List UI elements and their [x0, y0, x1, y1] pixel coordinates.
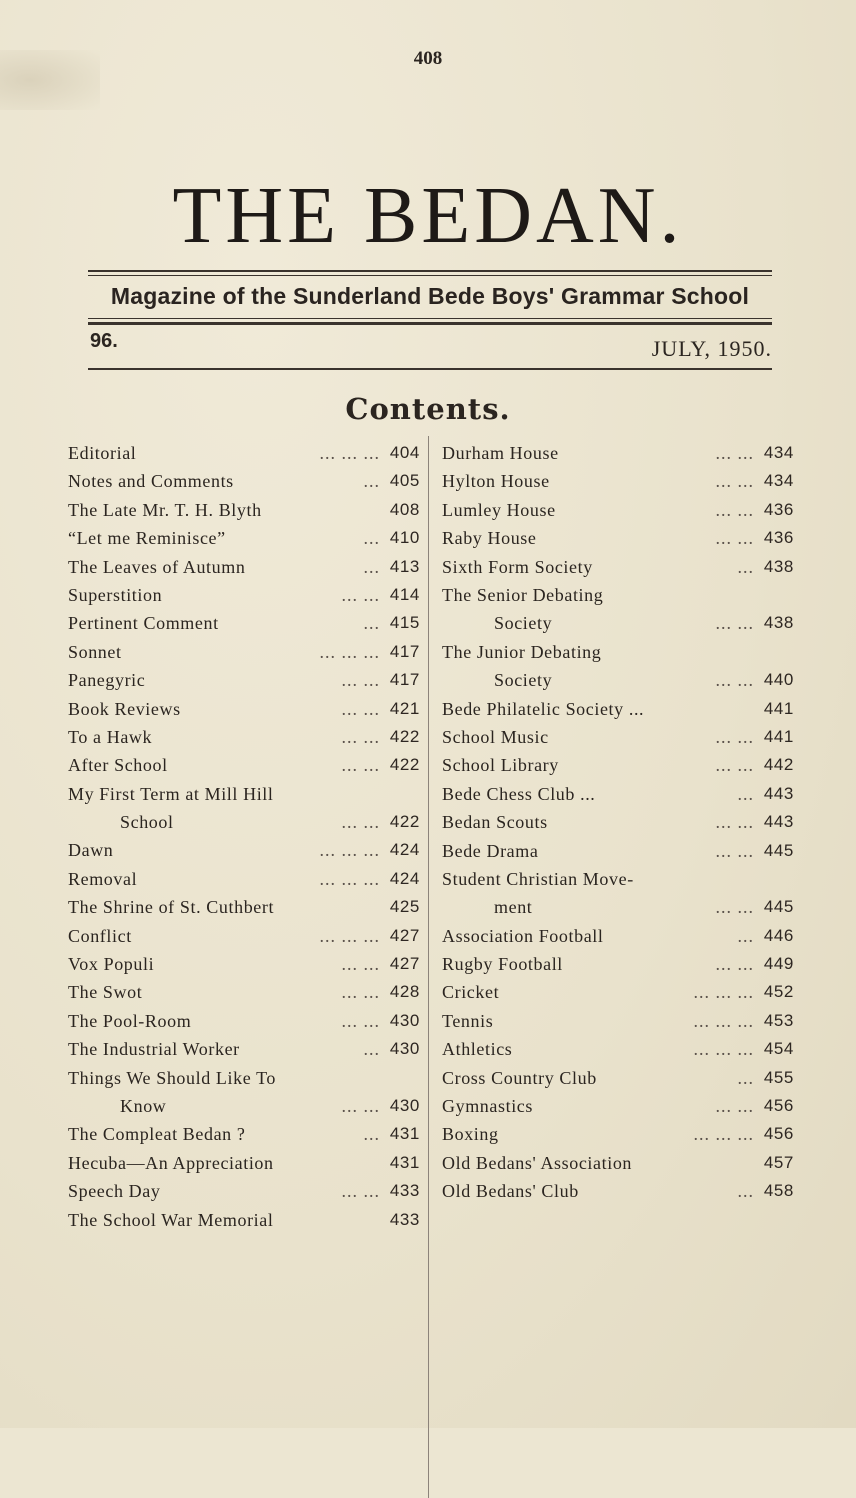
entry-page-number: 424	[389, 840, 420, 860]
entry-title: The Junior Debating	[442, 641, 602, 662]
contents-entry	[68, 724, 420, 752]
entry-title-continued: Know	[120, 1095, 167, 1116]
entry-page-number: 427	[389, 954, 420, 974]
contents-entry	[68, 923, 420, 951]
magazine-subtitle: Magazine of the Sunderland Bede Boys' Grammar School	[110, 283, 750, 309]
entry-title: Rugby Football	[442, 954, 563, 975]
entry-leader-dots: ...	[737, 556, 754, 577]
entry-page-number: 453	[763, 1010, 794, 1030]
entry-leader-dots: ...	[363, 613, 380, 634]
entry-leader-dots: ...	[737, 783, 754, 804]
entry-title: Boxing	[442, 1124, 499, 1145]
entry-page-number: 452	[763, 982, 794, 1002]
entry-page-number: 421	[389, 698, 420, 718]
contents-entry	[68, 639, 420, 667]
entry-leader-dots: ... ...	[341, 1095, 380, 1116]
entry-page-number: 441	[763, 726, 794, 746]
issue-number: 96.	[90, 330, 118, 352]
entry-page-number: 422	[389, 726, 420, 746]
entry-page-number: 454	[763, 1039, 794, 1059]
contents-entry	[68, 837, 420, 865]
entry-leader-dots: ...	[737, 1181, 754, 1202]
title-rule-top-thin	[88, 275, 772, 276]
contents-right-column	[442, 440, 794, 1207]
contents-left-column	[68, 440, 420, 1235]
contents-entry	[68, 440, 420, 468]
contents-entry	[442, 1065, 794, 1093]
entry-leader-dots: ... ...	[715, 471, 754, 492]
entry-page-number: 415	[389, 613, 420, 633]
entry-page-number: 424	[389, 868, 420, 888]
issue-rule	[88, 368, 772, 370]
entry-leader-dots: ... ...	[341, 954, 380, 975]
entry-page-number: 433	[389, 1181, 420, 1201]
entry-leader-dots: ... ...	[715, 726, 754, 747]
entry-page-number: 456	[763, 1124, 794, 1144]
page-number: 408	[413, 48, 443, 69]
contents-entry	[68, 582, 420, 610]
column-divider	[428, 436, 429, 1498]
entry-title: The Shrine of St. Cuthbert	[68, 897, 275, 918]
entry-leader-dots: ... ...	[341, 584, 380, 605]
entry-page-number: 443	[763, 783, 794, 803]
entry-leader-dots: ... ... ...	[693, 1039, 754, 1060]
entry-title: Raby House	[442, 528, 537, 549]
entry-title: The Pool-Room	[68, 1010, 192, 1031]
entry-leader-dots: ... ...	[715, 669, 754, 690]
entry-title: The Industrial Worker	[68, 1039, 240, 1060]
entry-leader-dots: ... ...	[341, 755, 380, 776]
contents-entry	[68, 1036, 420, 1064]
contents-entry	[68, 951, 420, 979]
entry-title: Bede Philatelic Society ...	[442, 698, 645, 719]
entry-title: To a Hawk	[68, 726, 153, 747]
contents-entry	[68, 894, 420, 922]
entry-page-number: 436	[763, 528, 794, 548]
entry-leader-dots: ...	[737, 925, 754, 946]
entry-title: Bedan Scouts	[442, 812, 548, 833]
entry-title-continued: Society	[494, 669, 553, 690]
entry-title: Hylton House	[442, 471, 550, 492]
entry-page-number: 438	[763, 612, 794, 632]
contents-entry	[442, 497, 794, 525]
entry-leader-dots: ... ...	[715, 954, 754, 975]
entry-page-number: 431	[389, 1152, 420, 1172]
contents-entry	[442, 1036, 794, 1064]
entry-leader-dots: ... ... ...	[319, 840, 380, 861]
entry-title: The Leaves of Autumn	[68, 556, 246, 577]
entry-leader-dots: ... ...	[341, 726, 380, 747]
magazine-title: THE BEDAN.	[172, 172, 684, 260]
issue-date: JULY, 1950.	[651, 336, 772, 361]
contents-entry	[442, 468, 794, 496]
entry-page-number: 431	[389, 1124, 420, 1144]
contents-entry	[442, 696, 794, 724]
entry-title: After School	[68, 755, 168, 776]
contents-entry	[442, 951, 794, 979]
entry-title: Cross Country Club	[442, 1067, 597, 1088]
contents-entry	[68, 1121, 420, 1149]
entry-leader-dots: ...	[363, 1124, 380, 1145]
entry-title: Gymnastics	[442, 1096, 533, 1117]
entry-page-number: 434	[763, 471, 794, 491]
entry-title: Dawn	[68, 840, 114, 861]
entry-page-number: 408	[389, 499, 420, 519]
contents-entry	[442, 1121, 794, 1149]
entry-leader-dots: ... ...	[715, 812, 754, 833]
entry-leader-dots: ...	[363, 556, 380, 577]
contents-entry	[442, 866, 794, 923]
contents-entry	[68, 1207, 420, 1235]
entry-leader-dots: ... ... ...	[693, 1010, 754, 1031]
entry-page-number: 430	[389, 1095, 420, 1115]
entry-leader-dots: ... ... ...	[319, 443, 380, 463]
entry-title: Bede Drama	[442, 840, 539, 861]
contents-entry	[442, 1178, 794, 1206]
entry-title: The Swot	[68, 982, 143, 1003]
entry-title: Things We Should Like To	[68, 1067, 277, 1088]
contents-entry	[68, 752, 420, 780]
entry-title-continued: ment	[494, 896, 533, 917]
entry-leader-dots: ... ...	[341, 982, 380, 1003]
entry-leader-dots: ... ...	[715, 612, 754, 633]
entry-title: The Late Mr. T. H. Blyth	[68, 499, 262, 520]
entry-title: Association Football	[442, 925, 604, 946]
entry-page-number: 417	[389, 641, 420, 661]
entry-leader-dots: ... ... ...	[319, 925, 380, 946]
entry-leader-dots: ... ... ...	[319, 641, 380, 662]
contents-entry	[68, 1150, 420, 1178]
entry-title: Pertinent Comment	[68, 613, 219, 634]
entry-leader-dots: ... ...	[715, 528, 754, 549]
entry-title: Speech Day	[68, 1181, 161, 1202]
entry-leader-dots: ... ... ...	[693, 1124, 754, 1145]
entry-title: Cricket	[442, 982, 500, 1003]
entry-page-number: 413	[389, 556, 420, 576]
contents-entry	[442, 639, 794, 696]
entry-title: The Senior Debating	[442, 584, 604, 605]
entry-title: Bede Chess Club ...	[442, 783, 596, 804]
entry-title: Book Reviews	[68, 698, 181, 719]
entry-leader-dots: ... ...	[715, 499, 754, 520]
contents-entry	[442, 781, 794, 809]
contents-heading: Contents.	[345, 392, 511, 426]
entry-leader-dots: ... ...	[341, 1010, 380, 1031]
entry-page-number: 404	[389, 443, 420, 462]
entry-leader-dots: ...	[737, 1067, 754, 1088]
entry-title: School Music	[442, 726, 549, 747]
entry-title: School Library	[442, 755, 559, 776]
contents-entry	[68, 610, 420, 638]
contents-entry	[442, 525, 794, 553]
contents-entry	[442, 724, 794, 752]
contents-entry	[442, 923, 794, 951]
subtitle-rule-thin	[88, 318, 772, 319]
contents-entry	[442, 838, 794, 866]
entry-title: Vox Populi	[68, 954, 155, 975]
entry-leader-dots: ...	[363, 471, 380, 492]
issue-row	[90, 330, 772, 362]
entry-title: Removal	[68, 868, 138, 889]
contents-entry	[442, 554, 794, 582]
contents-entry	[442, 440, 794, 468]
entry-leader-dots: ...	[363, 528, 380, 549]
contents-entry	[68, 667, 420, 695]
entry-page-number: 442	[763, 755, 794, 775]
entry-page-number: 436	[763, 499, 794, 519]
entry-leader-dots: ... ...	[341, 811, 380, 832]
entry-page-number: 443	[763, 812, 794, 832]
entry-page-number: 446	[763, 925, 794, 945]
entry-page-number: 430	[389, 1039, 420, 1059]
entry-page-number: 422	[389, 755, 420, 775]
contents-entry	[68, 1178, 420, 1206]
entry-title: The Compleat Bedan ?	[68, 1124, 246, 1145]
entry-title: Athletics	[442, 1039, 513, 1060]
contents-entry	[442, 1093, 794, 1121]
entry-title-continued: Society	[494, 612, 553, 633]
contents-entry	[442, 1150, 794, 1178]
contents-entry	[68, 781, 420, 838]
entry-title: Old Bedans' Association	[442, 1152, 633, 1173]
entry-leader-dots: ... ...	[715, 896, 754, 917]
contents-entry	[442, 809, 794, 837]
entry-page-number: 414	[389, 584, 420, 604]
entry-page-number: 449	[763, 954, 794, 974]
title-rule-top	[88, 270, 772, 272]
entry-title: Sixth Form Society	[442, 556, 593, 577]
contents-entry	[442, 752, 794, 780]
entry-title: Durham House	[442, 443, 559, 463]
entry-title: Superstition	[68, 584, 163, 605]
entry-page-number: 410	[389, 528, 420, 548]
entry-title: Student Christian Move-	[442, 868, 634, 889]
entry-page-number: 422	[389, 811, 420, 831]
entry-title: Panegyric	[68, 670, 146, 691]
subtitle-rule-thick	[88, 322, 772, 325]
entry-page-number: 405	[389, 471, 420, 491]
entry-leader-dots: ... ...	[715, 443, 754, 463]
entry-title: Old Bedans' Club	[442, 1181, 579, 1202]
entry-title-continued: School	[120, 811, 174, 832]
entry-title: Hecuba—An Appreciation	[68, 1152, 274, 1173]
entry-leader-dots: ... ...	[715, 1096, 754, 1117]
contents-entry	[68, 979, 420, 1007]
entry-page-number: 434	[763, 443, 794, 462]
entry-title: “Let me Reminisce”	[68, 528, 226, 549]
entry-leader-dots: ... ...	[341, 670, 380, 691]
entry-leader-dots: ... ...	[715, 840, 754, 861]
entry-title: My First Term at Mill Hill	[68, 783, 274, 804]
entry-leader-dots: ... ... ...	[693, 982, 754, 1003]
entry-page-number: 445	[763, 840, 794, 860]
entry-leader-dots: ...	[363, 1039, 380, 1060]
contents-entry	[68, 1065, 420, 1122]
entry-page-number: 438	[763, 556, 794, 576]
entry-title: Notes and Comments	[68, 471, 234, 492]
contents-entry	[68, 1008, 420, 1036]
entry-page-number: 455	[763, 1067, 794, 1087]
entry-page-number: 433	[389, 1209, 420, 1229]
contents-entry	[442, 582, 794, 639]
entry-page-number: 425	[389, 897, 420, 917]
entry-title: Lumley House	[442, 499, 556, 520]
entry-leader-dots: ... ...	[715, 755, 754, 776]
contents-entry	[68, 468, 420, 496]
entry-leader-dots: ... ...	[341, 1181, 380, 1202]
contents-entry	[68, 497, 420, 525]
entry-page-number: 427	[389, 925, 420, 945]
entry-page-number: 440	[763, 669, 794, 689]
contents-entry	[68, 696, 420, 724]
entry-page-number: 458	[763, 1181, 794, 1201]
contents-entry	[442, 1008, 794, 1036]
entry-leader-dots: ... ... ...	[319, 868, 380, 889]
entry-title: Editorial	[68, 443, 137, 463]
entry-title: Tennis	[442, 1010, 494, 1031]
entry-leader-dots: ... ...	[341, 698, 380, 719]
contents-entry	[442, 979, 794, 1007]
entry-page-number: 441	[763, 698, 794, 718]
entry-title: The School War Memorial	[68, 1209, 274, 1230]
entry-page-number: 430	[389, 1010, 420, 1030]
entry-title: Conflict	[68, 925, 132, 946]
entry-title: Sonnet	[68, 641, 122, 662]
entry-page-number: 457	[763, 1152, 794, 1172]
entry-page-number: 456	[763, 1096, 794, 1116]
entry-page-number: 445	[763, 896, 794, 916]
contents-entry	[68, 866, 420, 894]
contents-entry	[68, 554, 420, 582]
entry-page-number: 417	[389, 670, 420, 690]
entry-page-number: 428	[389, 982, 420, 1002]
contents-entry	[68, 525, 420, 553]
